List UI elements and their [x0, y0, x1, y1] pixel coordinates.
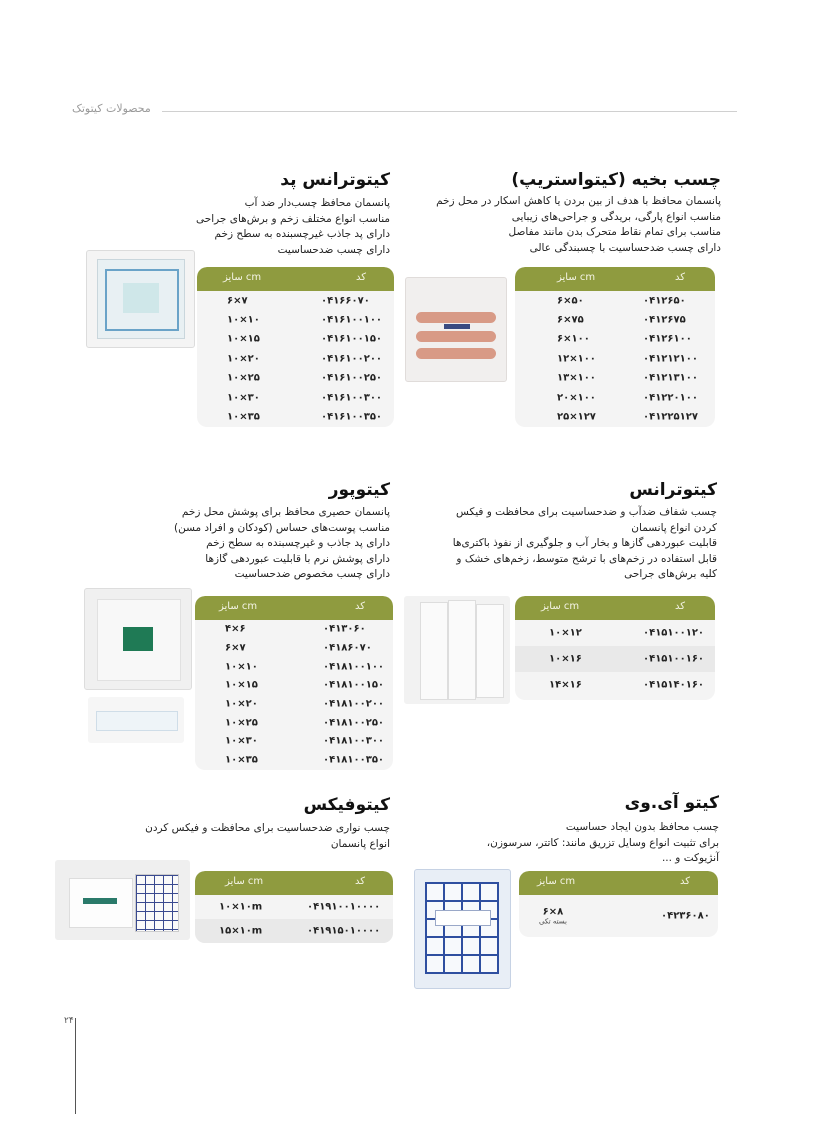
table-row	[197, 407, 394, 426]
code-cell: ۰۴۱۵۱۰۰۱۶۰	[643, 653, 705, 665]
size-cell: ۱۲×۱۰۰	[557, 353, 596, 365]
size-cell: ۱۰×۳۰	[227, 392, 260, 404]
product-image	[84, 588, 192, 690]
product-title: کیتوترانس پد	[280, 170, 390, 190]
product-image	[405, 277, 507, 382]
table-row	[197, 291, 394, 310]
brand-label	[435, 910, 491, 926]
table-row	[515, 330, 715, 349]
code-cell: ۰۴۱۵۱۰۰۱۲۰	[643, 627, 705, 639]
table-header	[197, 267, 394, 291]
strip-3	[416, 348, 496, 359]
size-cell: ۱۰×۲۵	[227, 372, 260, 384]
size-cell: ۱۰×۱۵	[227, 333, 260, 345]
code-cell: ۰۴۱۶۱۰۰۲۰۰	[321, 353, 383, 365]
film-sheet	[420, 602, 448, 700]
size-cell: ۶×۱۰۰	[557, 333, 590, 345]
label-tag	[444, 324, 470, 329]
page-category: محصولات کیتوتک	[72, 102, 151, 115]
table-row	[195, 895, 393, 919]
col-size-header: سایز cm	[225, 876, 264, 887]
size-table	[515, 596, 715, 700]
size-cell: ۶×۷	[225, 642, 246, 654]
col-size-header: سایز cm	[557, 272, 596, 283]
product-image	[404, 596, 510, 704]
code-cell: ۰۴۱۹۱۰۰۱۰۰۰۰	[307, 901, 381, 913]
table-row	[515, 349, 715, 368]
code-cell: ۰۴۱۸۱۰۰۱۰۰	[323, 661, 385, 673]
table-row	[197, 310, 394, 329]
strip-1	[416, 312, 496, 323]
header-divider	[162, 111, 737, 112]
product-image	[86, 250, 195, 348]
product-description: پانسمان حصیری محافظ برای پوشش محل زخم مناسب پوست‌های حساس (کودکان و افراد مسن) دارای پد جاذب و غیرچسبنده به سطح زخم دارای پوشش نرم با قابلیت عبوردهی گازها دارای چسب مخصوص ضدحساسیت	[174, 506, 390, 580]
size-cell: ۱۰×۲۵	[225, 717, 258, 729]
product-title: کیتو آی.وی	[624, 793, 719, 813]
footer-line	[75, 1018, 76, 1114]
code-cell: ۰۴۱۸۶۰۷۰	[323, 642, 372, 654]
size-cell: ۲۰×۱۰۰	[557, 392, 596, 404]
col-code-header: کد	[674, 601, 685, 612]
col-code-header: کد	[674, 272, 685, 283]
product-image	[414, 869, 511, 989]
table-row	[515, 369, 715, 388]
code-cell: ۰۴۱۲۲۰۱۰۰	[643, 392, 698, 404]
box-label	[83, 898, 117, 904]
table-row	[515, 388, 715, 407]
code-cell: ۰۴۱۲۱۳۱۰۰	[643, 372, 698, 384]
size-table	[515, 267, 715, 427]
code-cell: ۰۴۱۹۱۵۰۱۰۰۰۰	[307, 925, 381, 937]
table-row	[195, 620, 393, 639]
table-row	[195, 639, 393, 658]
product-title: کیتوترانس	[629, 480, 717, 500]
size-cell: ۱۰×۳۵	[225, 754, 258, 766]
table-row	[195, 695, 393, 714]
code-cell: ۰۴۱۶۱۰۰۳۰۰	[321, 392, 383, 404]
size-value: ۶×۸	[542, 906, 564, 918]
product-image	[55, 860, 190, 940]
product-description: چسب محافظ بدون ایجاد حساسیت برای تثبیت انواع وسایل تزریق مانند: کاتتر، سرسوزن، آنژیوکت و ...	[486, 821, 719, 864]
col-code-header: کد	[354, 601, 365, 612]
code-cell: ۰۴۱۸۱۰۰۲۵۰	[323, 717, 385, 729]
table-header	[519, 871, 718, 895]
table-row	[195, 676, 393, 695]
code-cell: ۰۴۱۶۶۰۷۰	[321, 295, 370, 307]
col-code-header: کد	[679, 876, 690, 887]
size-cell: ۶×۵۰	[557, 295, 584, 307]
code-cell: ۰۴۱۸۱۰۰۱۵۰	[323, 679, 385, 691]
film-sheet	[448, 600, 476, 700]
size-cell: ۱۰×۱۰	[227, 314, 260, 326]
table-row	[195, 657, 393, 676]
table-header	[515, 267, 715, 291]
code-cell: ۰۴۲۳۶۰۸۰	[661, 910, 710, 922]
pad-border	[105, 269, 179, 331]
code-cell: ۰۴۱۶۱۰۰۳۵۰	[321, 411, 383, 423]
size-cell: ۱۰×۲۰	[225, 698, 258, 710]
product-image	[88, 697, 184, 743]
col-code-header: کد	[354, 876, 365, 887]
page-number: ۲۴	[64, 1016, 74, 1026]
col-size-header: سایز cm	[219, 601, 258, 612]
code-cell: ۰۴۱۸۱۰۰۲۰۰	[323, 698, 385, 710]
table-row	[195, 732, 393, 751]
code-cell: ۰۴۱۲۱۲۱۰۰	[643, 353, 698, 365]
size-cell: ۱۰×۲۰	[227, 353, 260, 365]
code-cell: ۰۴۱۲۶۱۰۰	[643, 333, 692, 345]
table-row	[519, 895, 718, 937]
code-cell: ۰۴۱۳۰۶۰	[323, 623, 366, 635]
table-row	[195, 919, 393, 943]
table-row	[197, 349, 394, 368]
col-size-header: سایز cm	[541, 601, 580, 612]
table-row	[515, 310, 715, 329]
size-table	[519, 871, 718, 937]
table-row	[515, 620, 715, 646]
strip-2	[416, 331, 496, 342]
size-table	[195, 596, 393, 770]
table-row	[195, 713, 393, 732]
col-code-header: کد	[355, 272, 366, 283]
size-cell: ۱۰×۱۶	[549, 653, 582, 665]
table-row	[515, 291, 715, 310]
size-cell: ۱۴×۱۶	[549, 679, 582, 691]
col-size-header: سایز cm	[537, 876, 576, 887]
size-cell: ۲۵×۱۲۷	[557, 411, 596, 423]
table-row	[197, 330, 394, 349]
product-title: چسب بخیه (کیتواستریپ)	[511, 170, 721, 190]
code-cell: ۰۴۱۵۱۴۰۱۶۰	[643, 679, 705, 691]
size-cell: ۱۰×۱۵	[225, 679, 258, 691]
table-header	[195, 596, 393, 620]
code-cell: ۰۴۱۶۱۰۰۱۰۰	[321, 314, 383, 326]
size-cell: ۶×۷	[227, 295, 248, 307]
code-cell: ۰۴۱۲۲۵۱۲۷	[643, 411, 698, 423]
size-cell	[539, 907, 567, 926]
code-cell: ۰۴۱۲۶۷۵	[643, 314, 686, 326]
product-description: پانسمان محافظ با هدف از بین بردن یا کاهش اسکار در محل زخم مناسب انواع پارگی، بریدگی و جراحی‌های زیبایی مناسب برای تمام نقاط متحرک بدن مانند مفاصل دارای چسب ضدحساسیت با چسبندگی عالی	[436, 195, 721, 254]
product-description: چسب نواری ضدحساسیت برای محافظت و فیکس کردن انواع پانسمان	[145, 822, 390, 850]
pad-strip	[96, 711, 178, 731]
size-cell: ۱۰×۱۰m	[219, 901, 263, 913]
table-row	[195, 751, 393, 770]
size-cell: ۱۰×۱۰	[225, 661, 258, 673]
grid-film	[425, 882, 499, 974]
size-cell: ۱۰×۳۰	[225, 735, 258, 747]
table-row	[197, 388, 394, 407]
size-cell: ۶×۷۵	[557, 314, 584, 326]
code-cell: ۰۴۱۸۱۰۰۳۰۰	[323, 735, 385, 747]
size-cell: ۱۳×۱۰۰	[557, 372, 596, 384]
size-cell: ۱۰×۳۵	[227, 411, 260, 423]
size-table	[195, 871, 393, 943]
size-cell: ۱۵×۱۰m	[219, 925, 263, 937]
code-cell: ۰۴۱۶۱۰۰۱۵۰	[321, 333, 383, 345]
table-row	[197, 369, 394, 388]
table-row	[515, 672, 715, 698]
product-description: پانسمان محافظ چسب‌دار ضد آب مناسب انواع مختلف زخم و برش‌های جراحی دارای پد جاذب غیرچسبنده به سطح زخم دارای چسب ضدحساسیت	[195, 197, 390, 256]
table-header	[195, 871, 393, 895]
code-cell: ۰۴۱۸۱۰۰۳۵۰	[323, 754, 385, 766]
code-cell: ۰۴۱۲۶۵۰	[643, 295, 686, 307]
product-description: چسب شفاف ضدآب و ضدحساسیت برای محافظت و فیکس کردن انواع پانسمان قابلیت عبوردهی گازها و بخار آب و جلوگیری از نفوذ باکتری‌ها قابل استفاده در زخم‌های با ترشح متوسط، زخم‌های خشک و کلیه برش‌های جراحی	[452, 506, 717, 580]
product-roll	[135, 874, 179, 932]
size-cell: ۴×۶	[225, 623, 246, 635]
brand-label	[123, 627, 153, 651]
film-sheet	[476, 604, 504, 698]
col-size-header: سایز cm	[223, 272, 262, 283]
product-title: کیتوپور	[328, 480, 390, 500]
size-table	[197, 267, 394, 427]
product-title: کیتوفیکس	[303, 795, 390, 815]
table-header	[515, 596, 715, 620]
size-cell: ۱۰×۱۲	[549, 627, 582, 639]
table-row	[515, 646, 715, 672]
size-note: بسته تکی	[539, 917, 567, 926]
code-cell: ۰۴۱۶۱۰۰۲۵۰	[321, 372, 383, 384]
table-row	[515, 407, 715, 426]
